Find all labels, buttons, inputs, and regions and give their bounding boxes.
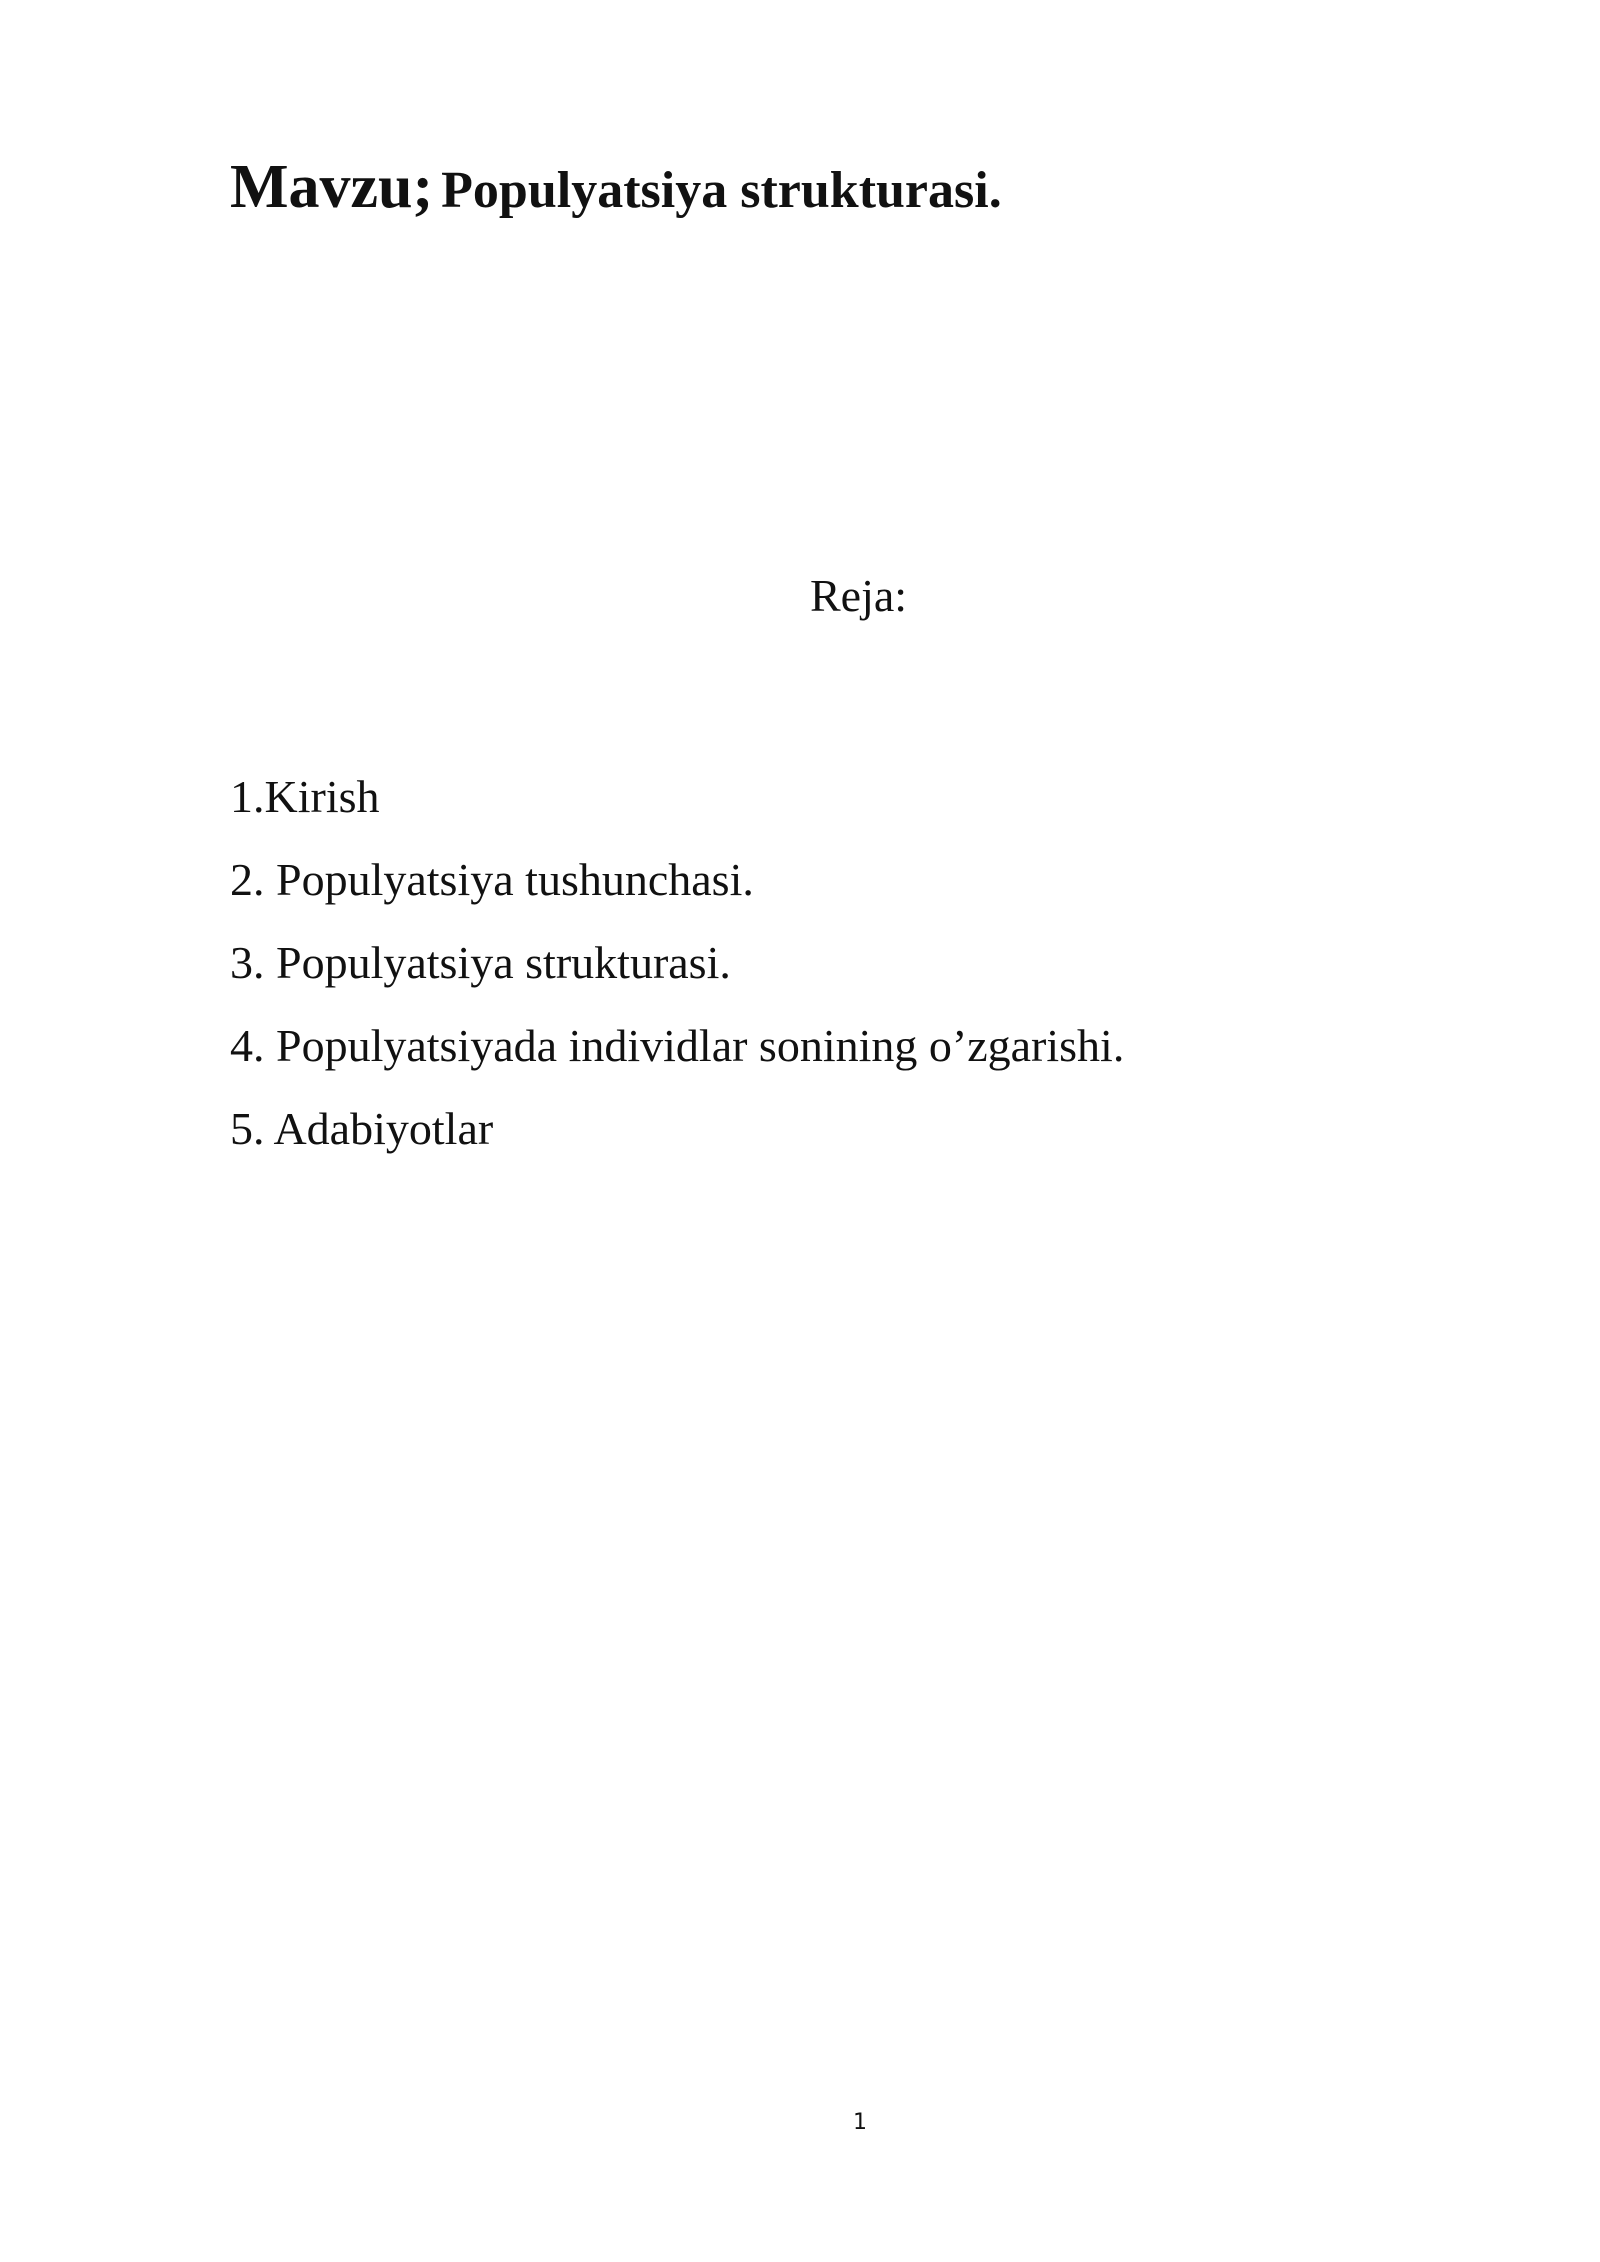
title-prefix: Mavzu; xyxy=(230,153,434,221)
page-number: 1 xyxy=(853,2110,867,2135)
plan-item-2: 2. Populyatsiya tushunchasi. xyxy=(230,854,754,905)
title-main: Populyatsiya strukturasi. xyxy=(441,162,1002,219)
page-title xyxy=(230,150,1002,224)
plan-heading: Reja: xyxy=(810,570,908,621)
plan-item-3: 3. Populyatsiya strukturasi. xyxy=(230,937,731,988)
plan-item-5: 5. Adabiyotlar xyxy=(230,1103,494,1154)
plan-item-4: 4. Populyatsiyada individlar sonining o’zgarishi. xyxy=(230,1020,1125,1071)
plan-item-1: 1.Kirish xyxy=(230,771,380,822)
plan-list xyxy=(230,755,1124,1170)
